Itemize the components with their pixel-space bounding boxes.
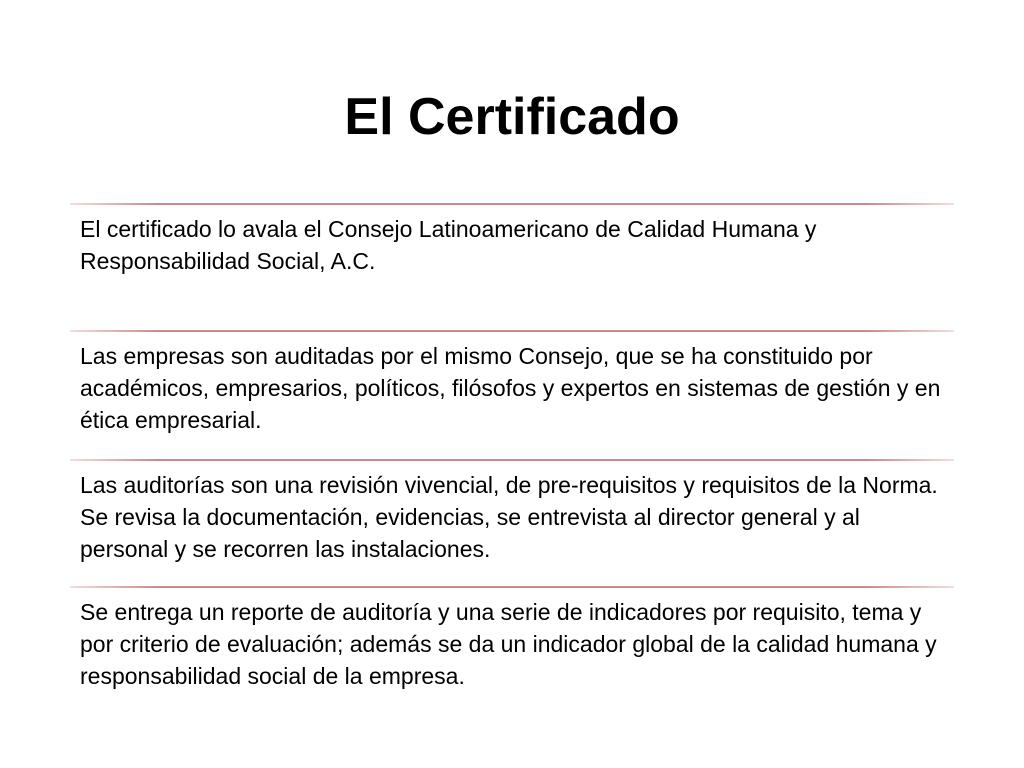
block-divider — [70, 459, 954, 461]
block-divider — [70, 330, 954, 332]
block-text: Las auditorías son una revisión vivencial, de pre-requisitos y requisitos de la Norma. Se revisa la documentación, evidencias, se entrevista al director general y al personal y se recorren las instalaciones. — [80, 472, 938, 562]
block-text: Las empresas son auditadas por el mismo Consejo, que se ha constituido por académicos, empresarios, políticos, filósofos y expertos en sistemas de gestión y en ética empresarial. — [80, 343, 941, 433]
block-text: Se entrega un reporte de auditoría y una serie de indicadores por requisito, tema y por criterio de evaluación; además se da un indicador global de la calidad humana y responsabilidad social de la empresa. — [80, 599, 937, 689]
block-divider — [70, 586, 954, 588]
block-divider — [70, 203, 954, 205]
slide-title: El Certificado — [344, 88, 680, 146]
block-text: El certificado lo avala el Consejo Latinoamericano de Calidad Humana y Responsabilidad Social, A.C. — [80, 216, 817, 274]
